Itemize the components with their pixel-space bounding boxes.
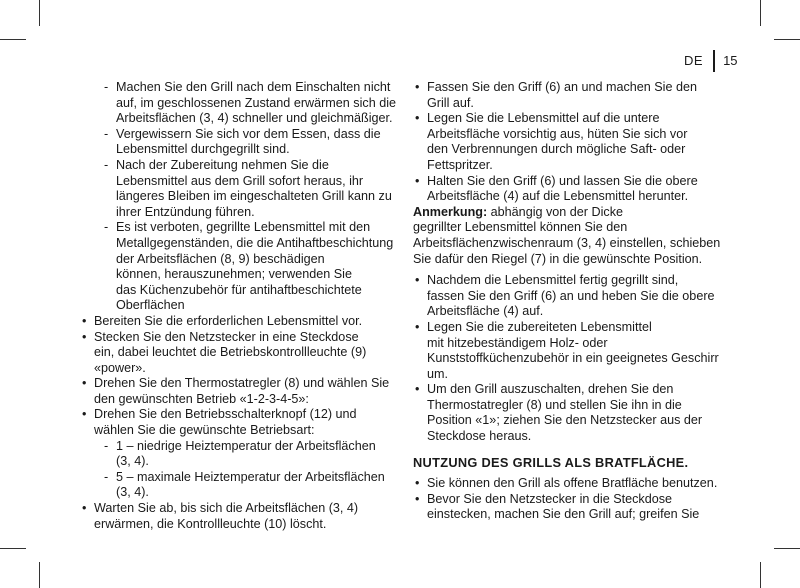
list-item <box>80 501 390 532</box>
text-line: Arbeitsfläche vorsichtig aus, hüten Sie sich vor <box>427 126 688 141</box>
text-line: • Drehen Sie den Betriebsschalterknopf (12) und <box>94 407 357 422</box>
text-line: um. <box>427 366 448 381</box>
crop-mark <box>774 39 800 40</box>
list-item <box>80 80 397 127</box>
text-line: - Vergewissern Sie sich vor dem Essen, dass die <box>116 126 381 141</box>
crop-mark <box>39 562 40 588</box>
text-line: - 1 – niedrige Heiztemperatur der Arbeitsflächen <box>116 438 376 453</box>
list-item <box>413 382 713 444</box>
text-line: der Arbeitsflächen (8, 9) beschädigen <box>116 251 325 266</box>
text-line: • Nachdem die Lebensmittel fertig gegrillt sind, <box>427 273 679 288</box>
text-line: Grill auf. <box>427 95 474 110</box>
mode-sub-list <box>94 439 390 501</box>
text-line: • Fassen Sie den Griff (6) an und machen Sie den <box>427 80 697 94</box>
text-line: (3, 4). <box>116 454 149 469</box>
crop-mark <box>760 562 761 588</box>
text-line: auf, im geschlossenen Zustand erwärmen sich die <box>116 95 397 110</box>
list-item <box>80 127 390 158</box>
text-line: Oberflächen <box>116 298 185 313</box>
list-item <box>80 220 394 314</box>
text-line: • Um den Grill auszuschalten, drehen Sie den <box>427 382 674 397</box>
text-line: - Machen Sie den Grill nach dem Einschalten nicht <box>116 80 391 94</box>
text-line: ihrer Entzündung führen. <box>116 204 255 219</box>
text-line: Metallgegenständen, die die Antihaftbeschichtung <box>116 235 394 250</box>
text-line: • Sie können den Grill als offene Bratfläche benutzen. <box>427 476 718 491</box>
text-line: längeres Bleiben im eingeschalteten Grill kann zu <box>116 189 392 204</box>
page-number: 15 <box>723 53 738 69</box>
list-item <box>413 492 713 523</box>
text-line: das Küchenzubehör für antihaftbeschichtete <box>116 282 362 297</box>
text-line: • Legen Sie die Lebensmittel auf die untere <box>427 111 660 126</box>
text-line: - Es ist verboten, gegrillte Lebensmittel mit den <box>116 220 371 235</box>
text-line: Fettspritzer. <box>427 157 493 172</box>
header-divider <box>713 50 715 72</box>
list-item <box>413 476 718 492</box>
note-label: Anmerkung: <box>413 204 488 219</box>
text-line: • Bereiten Sie die erforderlichen Lebensmittel vor. <box>94 313 363 328</box>
text-line: Arbeitsfläche (4) auf die Lebensmittel herunter. <box>427 189 689 204</box>
text-line: • Warten Sie ab, bis sich die Arbeitsflächen (3, 4) <box>94 501 359 516</box>
list-item <box>413 174 713 205</box>
dash-list-top <box>80 80 397 314</box>
text-line: Thermostatregler (8) und stellen Sie ihn in die <box>427 397 682 412</box>
list-item <box>80 407 390 501</box>
crop-mark <box>0 548 26 549</box>
text-line: Arbeitsflächenzwischenraum (3, 4) einstellen, schieben <box>413 235 721 250</box>
text-line: Position «1»; ziehen Sie den Netzstecker aus der <box>427 413 703 428</box>
language-code: DE <box>684 53 704 69</box>
text-line: erwärmen, die Kontrollleuchte (10) löscht. <box>94 516 327 531</box>
list-item <box>413 273 713 320</box>
text-line <box>413 205 713 221</box>
crop-mark <box>39 0 40 26</box>
crop-mark <box>760 0 761 26</box>
section-heading: NUTZUNG DES GRILLS ALS BRATFLÄCHE. <box>413 454 689 470</box>
list-item <box>94 439 390 470</box>
text-line: können, herauszunehmen; verwenden Sie <box>116 267 352 282</box>
crop-mark <box>774 548 800 549</box>
list-item <box>80 376 390 407</box>
bullet-list <box>80 314 390 532</box>
bullet-list <box>413 476 718 523</box>
text-line: • Bevor Sie den Netzstecker in die Steckdose <box>427 491 673 506</box>
text-line: ein, dabei leuchtet die Betriebskontrollleuchte (9) <box>94 345 367 360</box>
text-line: • Halten Sie den Griff (6) und lassen Sie die obere <box>427 173 698 188</box>
page-header <box>684 50 738 72</box>
list-item <box>80 330 390 377</box>
text-line: einstecken, machen Sie den Grill auf; greifen Sie <box>427 507 700 522</box>
text-line: mit hitzebeständigem Holz- oder <box>427 335 608 350</box>
text-line: • Legen Sie die zubereiteten Lebensmittel <box>427 319 652 334</box>
text-line: fassen Sie den Griff (6) an und heben Sie die obere <box>427 288 715 303</box>
text-line: • Drehen Sie den Thermostatregler (8) und wählen Sie <box>94 376 390 391</box>
text-line: Arbeitsfläche (4) auf. <box>427 304 544 319</box>
text-line: den gewünschten Betrieb «1-2-3-4-5»: <box>94 391 309 406</box>
right-column <box>413 80 721 523</box>
text-line: «power». <box>94 360 146 375</box>
text-line: - 5 – maximale Heiztemperatur der Arbeitsflächen <box>116 469 385 484</box>
text-line: Lebensmittel durchgegrillt sind. <box>116 142 290 157</box>
text-line: den Verbrennungen durch mögliche Saft- oder <box>427 142 686 157</box>
list-item <box>413 111 713 173</box>
text-line: Lebensmittel aus dem Grill sofort heraus, ihr <box>116 173 364 188</box>
list-item <box>94 470 390 501</box>
text-line: gegrillter Lebensmittel können Sie den <box>413 220 628 235</box>
text-line: Sie dafür den Riegel (7) in die gewünschte Position. <box>413 251 703 266</box>
left-column <box>80 80 397 532</box>
text-line: Arbeitsflächen (3, 4) schneller und gleichmäßiger. <box>116 111 393 126</box>
list-item <box>80 158 390 220</box>
note-paragraph <box>413 204 721 267</box>
text-line: wählen Sie die gewünschte Betriebsart: <box>94 423 315 438</box>
list-item <box>413 319 719 382</box>
text-line: • Stecken Sie den Netzstecker in eine Steckdose <box>94 329 359 344</box>
crop-mark <box>0 39 26 40</box>
text-line: (3, 4). <box>116 485 149 500</box>
list-item <box>80 314 390 330</box>
text-line: - Nach der Zubereitung nehmen Sie die <box>116 157 329 172</box>
note-text: abhängig von der Dicke <box>487 204 623 219</box>
bullet-list <box>413 80 713 205</box>
list-item <box>413 80 713 111</box>
bullet-list <box>413 273 719 445</box>
text-line: Steckdose heraus. <box>427 429 532 444</box>
text-line: Kunststoffküchenzubehör in ein geeignetes Geschirr <box>427 351 719 366</box>
